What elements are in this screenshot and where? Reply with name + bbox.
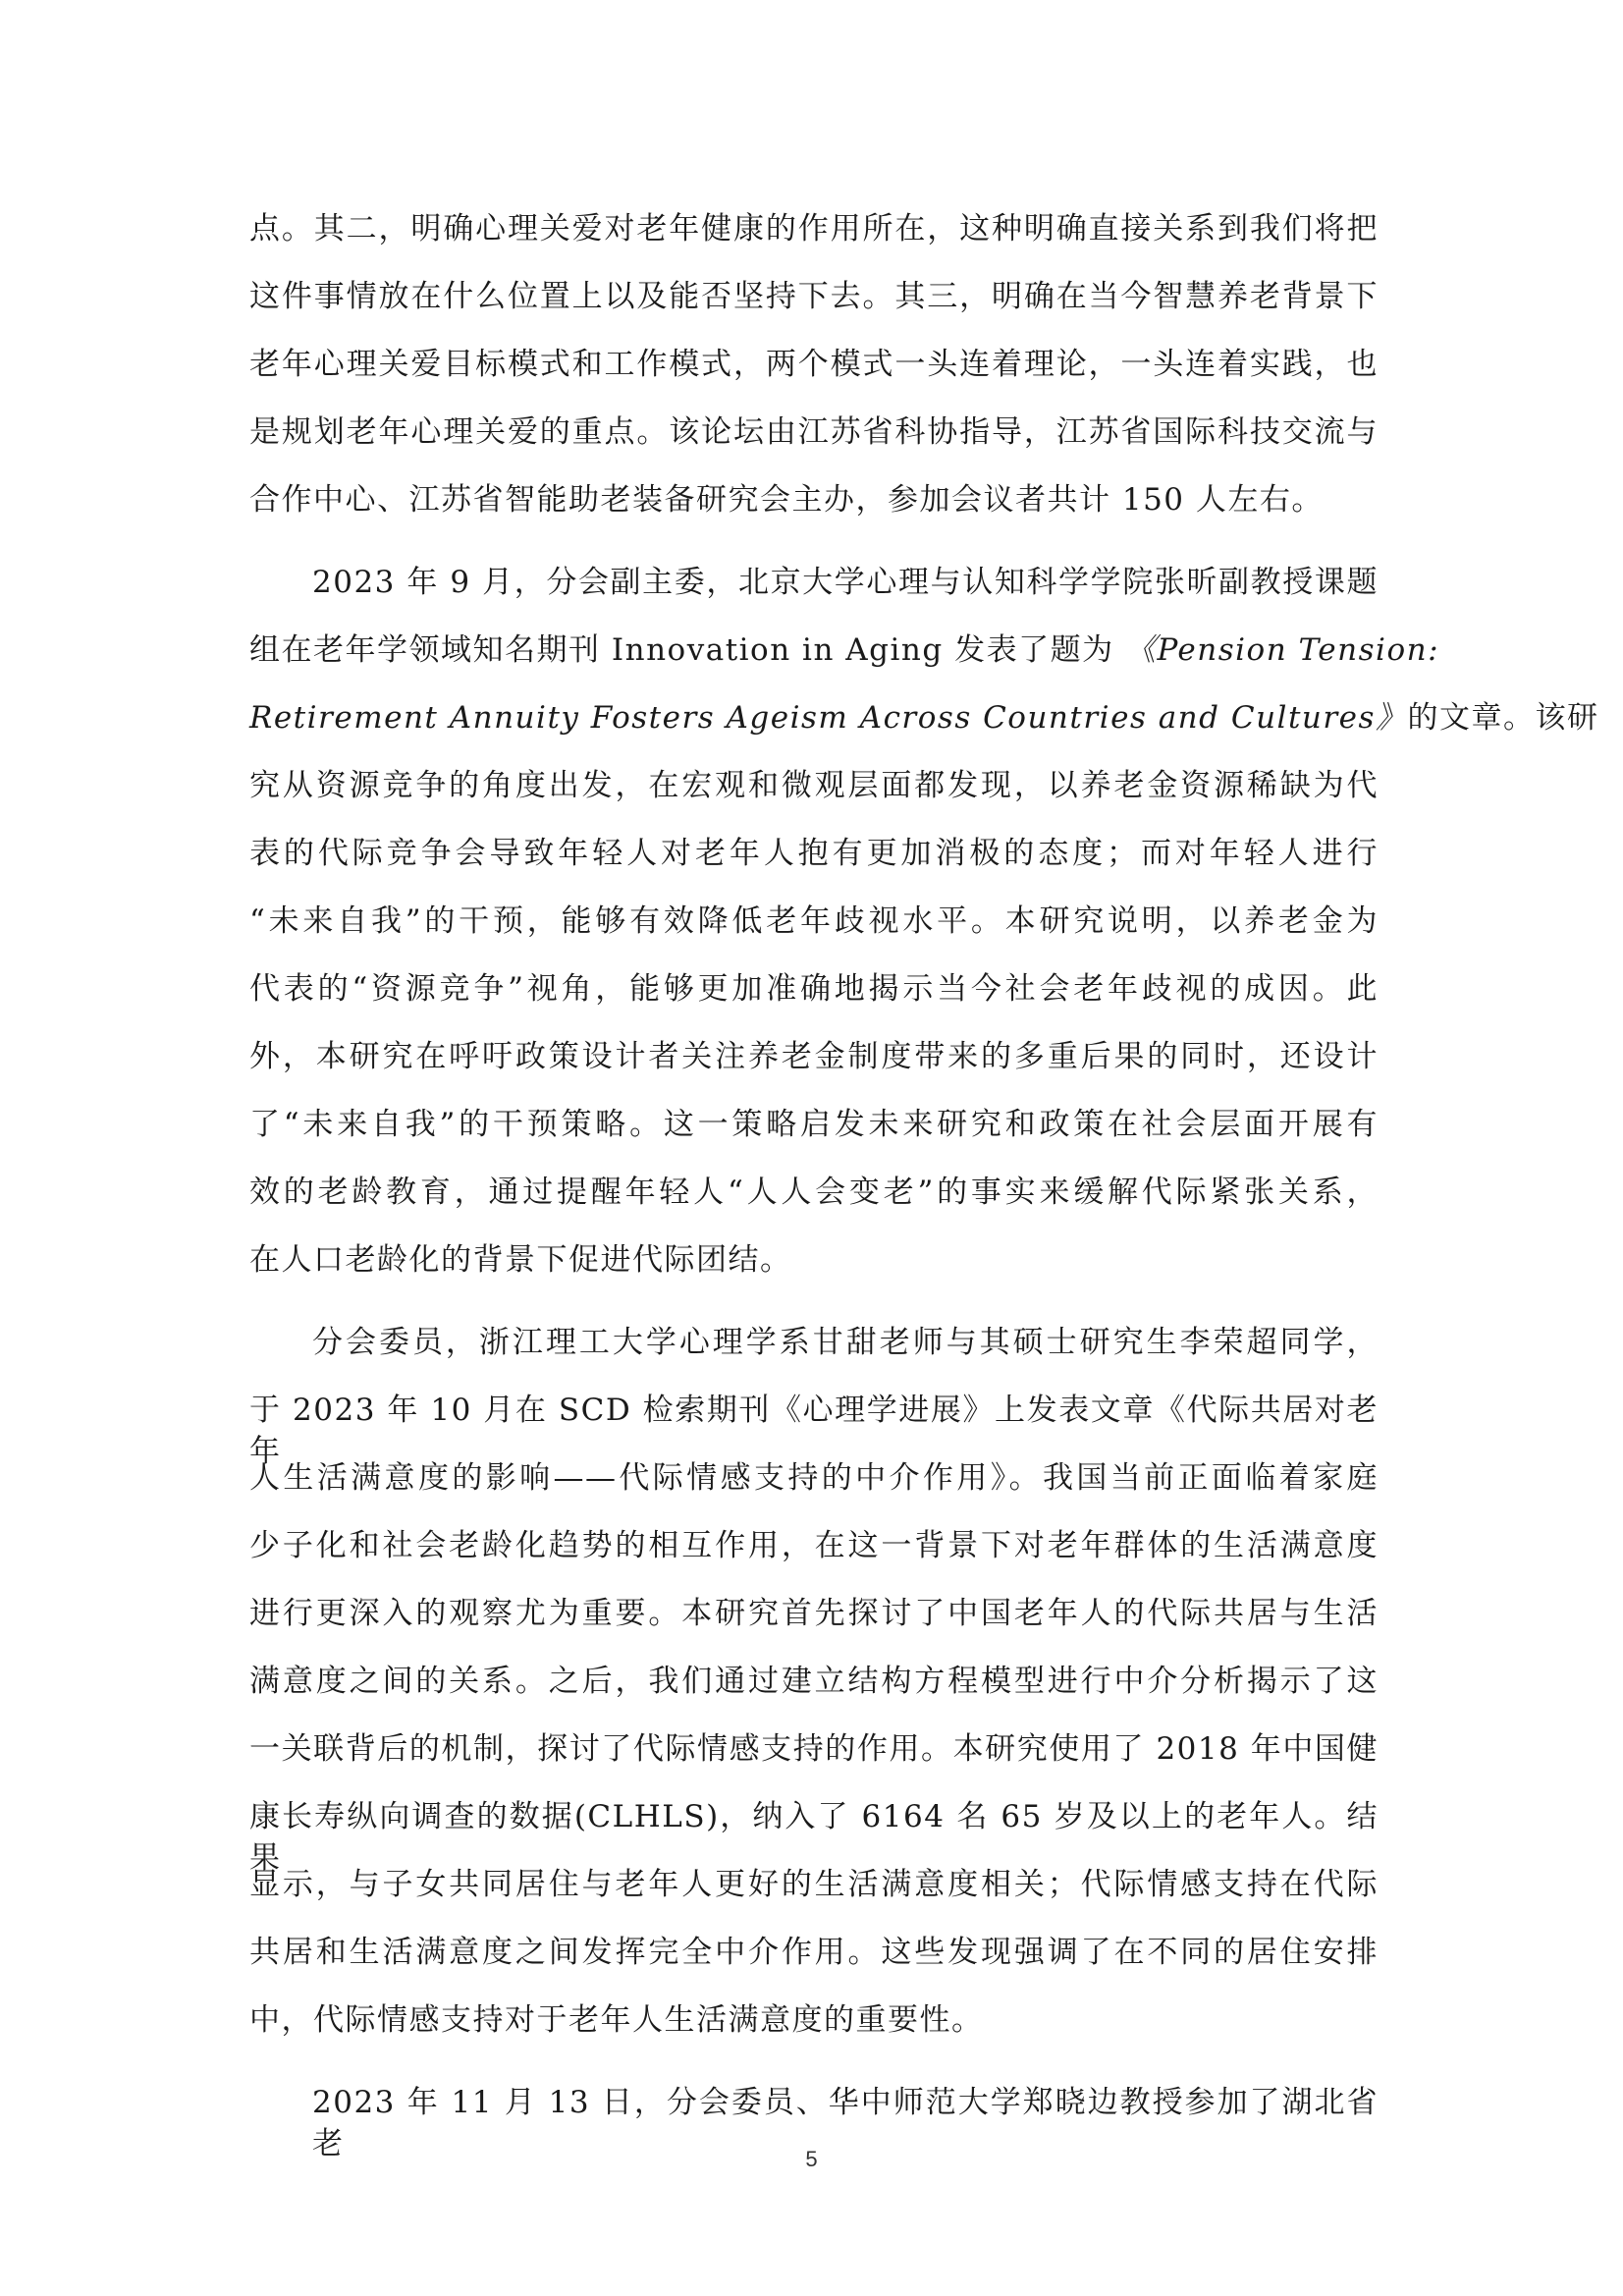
paragraph-3-line-9: 显示，与子女共同居住与老年人更好的生活满意度相关；代际情感支持在代际 — [249, 1867, 1379, 1902]
paragraph-2-line-3-text: 的文章。该研 — [1407, 700, 1599, 736]
paragraph-2-line-4: 究从资源竞争的角度出发，在宏观和微观层面都发现，以养老金资源稀缺为代 — [249, 768, 1379, 803]
paragraph-1-line-1: 点。其二，明确心理关爱对老年健康的作用所在，这种明确直接关系到我们将把 — [249, 211, 1379, 246]
paragraph-2-line-2-text: 组在老年学领域知名期刊 Innovation in Aging 发表了题为 — [249, 632, 1114, 668]
paragraph-2-line-2 — [249, 629, 1440, 671]
paragraph-3-line-10: 共居和生活满意度之间发挥完全中介作用。这些发现强调了在不同的居住安排 — [249, 1935, 1379, 1970]
paragraph-1-line-2: 这件事情放在什么位置上以及能否坚持下去。其三，明确在当今智慧养老背景下 — [249, 279, 1379, 314]
paragraph-2-line-9: 了“未来自我”的干预策略。这一策略启发未来研究和政策在社会层面开展有 — [249, 1107, 1379, 1142]
paragraph-3-line-1: 分会委员，浙江理工大学心理学系甘甜老师与其硕士研究生李荣超同学， — [312, 1325, 1379, 1360]
paragraph-3-line-4: 少子化和社会老龄化趋势的相互作用，在这一背景下对老年群体的生活满意度 — [249, 1528, 1379, 1563]
paragraph-2-line-10: 效的老龄教育，通过提醒年轻人“人人会变老”的事实来缓解代际紧张关系， — [249, 1175, 1379, 1210]
paragraph-3-line-3: 人生活满意度的影响——代际情感支持的中介作用》。我国当前正面临着家庭 — [249, 1460, 1379, 1496]
paragraph-2-line-3 — [249, 697, 1599, 738]
article-title-part-2: Retirement Annuity Fosters Ageism Across Countries and Cultures》 — [249, 700, 1408, 736]
paragraph-1-line-4: 是规划老年心理关爱的重点。该论坛由江苏省科协指导，江苏省国际科技交流与 — [249, 414, 1379, 450]
paragraph-3-line-8: 康长寿纵向调查的数据(CLHLS)，纳入了 6164 名 65 岁及以上的老年人。结果 — [249, 1799, 1379, 1876]
paragraph-2-line-1: 2023 年 9 月，分会副主委，北京大学心理与认知科学学院张昕副教授课题 — [312, 565, 1379, 600]
paragraph-3-line-6: 满意度之间的关系。之后，我们通过建立结构方程模型进行中介分析揭示了这 — [249, 1664, 1379, 1699]
paragraph-1-line-5: 合作中心、江苏省智能助老装备研究会主办，参加会议者共计 150 人左右。 — [249, 482, 1324, 518]
paragraph-3-line-2: 于 2023 年 10 月在 SCD 检索期刊《心理学进展》上发表文章《代际共居对老年 — [249, 1393, 1379, 1469]
page-number: 5 — [805, 2147, 818, 2171]
paragraph-4-line-1: 2023 年 11 月 13 日，分会委员、华中师范大学郑晓边教授参加了湖北省老 — [312, 2085, 1379, 2161]
paragraph-2-line-8: 外，本研究在呼吁政策设计者关注养老金制度带来的多重后果的同时，还设计 — [249, 1039, 1379, 1074]
article-title-part-1: 《Pension Tension: — [1124, 632, 1440, 668]
paragraph-2-line-7: 代表的“资源竞争”视角，能够更加准确地揭示当今社会老年歧视的成因。此 — [249, 971, 1379, 1007]
paragraph-2-line-5: 表的代际竞争会导致年轻人对老年人抱有更加消极的态度；而对年轻人进行 — [249, 836, 1379, 871]
paragraph-2-line-6: “未来自我”的干预，能够有效降低老年歧视水平。本研究说明，以养老金为 — [249, 903, 1379, 939]
paragraph-2-line-11: 在人口老龄化的背景下促进代际团结。 — [249, 1242, 792, 1278]
paragraph-1-line-3: 老年心理关爱目标模式和工作模式，两个模式一头连着理论，一头连着实践，也 — [249, 347, 1379, 382]
paragraph-3-line-5: 进行更深入的观察尤为重要。本研究首先探讨了中国老年人的代际共居与生活 — [249, 1596, 1379, 1631]
paragraph-3-line-11: 中，代际情感支持对于老年人生活满意度的重要性。 — [249, 2002, 984, 2038]
paragraph-3-line-7: 一关联背后的机制，探讨了代际情感支持的作用。本研究使用了 2018 年中国健 — [249, 1731, 1379, 1767]
